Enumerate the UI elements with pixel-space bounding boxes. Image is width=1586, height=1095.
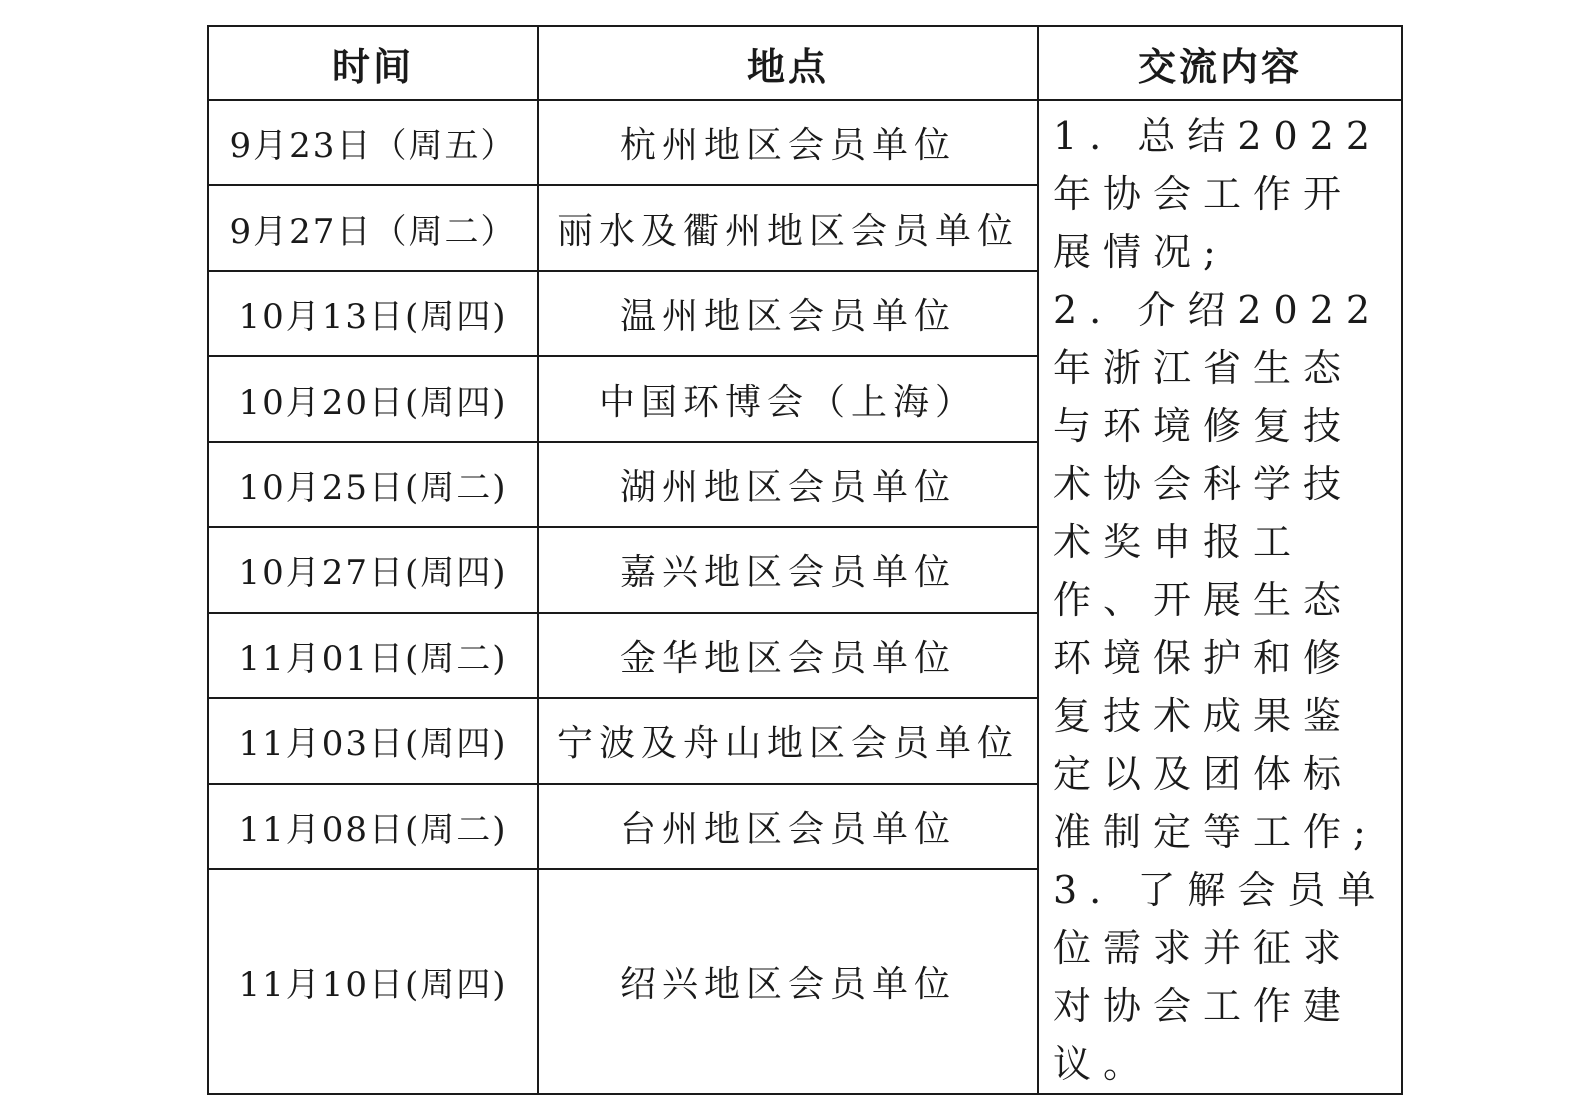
time-cell: 10月13日(周四) [208, 271, 538, 356]
content-cell [1038, 100, 1402, 1094]
time-cell: 11月03日(周四) [208, 698, 538, 783]
content-item-3: 3. 了解会员单位需求并征求对协会工作建议。 [1053, 868, 1388, 1086]
place-cell: 温州地区会员单位 [538, 271, 1038, 356]
time-cell: 10月20日(周四) [208, 356, 538, 441]
header-row [208, 26, 1402, 100]
table-row [208, 100, 1402, 185]
header-time: 时间 [208, 26, 538, 100]
place-cell: 台州地区会员单位 [538, 784, 1038, 869]
time-cell: 10月25日(周二) [208, 442, 538, 527]
place-cell: 湖州地区会员单位 [538, 442, 1038, 527]
content-item-1: 1. 总结2022年协会工作开展情况; [1053, 114, 1383, 274]
place-cell: 宁波及舟山地区会员单位 [538, 698, 1038, 783]
place-cell: 金华地区会员单位 [538, 613, 1038, 698]
time-cell: 11月10日(周四) [208, 869, 538, 1094]
place-cell: 杭州地区会员单位 [538, 100, 1038, 185]
time-cell: 9月23日（周五） [208, 100, 538, 185]
place-cell: 丽水及衢州地区会员单位 [538, 185, 1038, 270]
place-cell: 绍兴地区会员单位 [538, 869, 1038, 1094]
place-cell: 中国环博会（上海） [538, 356, 1038, 441]
time-cell: 11月01日(周二) [208, 613, 538, 698]
content-item-2: 2. 介绍2022年浙江省生态与环境修复技术协会科学技术奖申报工作、开展生态环境保护和修复技术成果鉴定以及团体标准制定等工作; [1053, 288, 1383, 854]
time-cell: 10月27日(周四) [208, 527, 538, 612]
header-content: 交流内容 [1038, 26, 1402, 100]
header-place: 地点 [538, 26, 1038, 100]
time-cell: 11月08日(周二) [208, 784, 538, 869]
time-cell: 9月27日（周二） [208, 185, 538, 270]
place-cell: 嘉兴地区会员单位 [538, 527, 1038, 612]
schedule-table [207, 25, 1403, 1095]
